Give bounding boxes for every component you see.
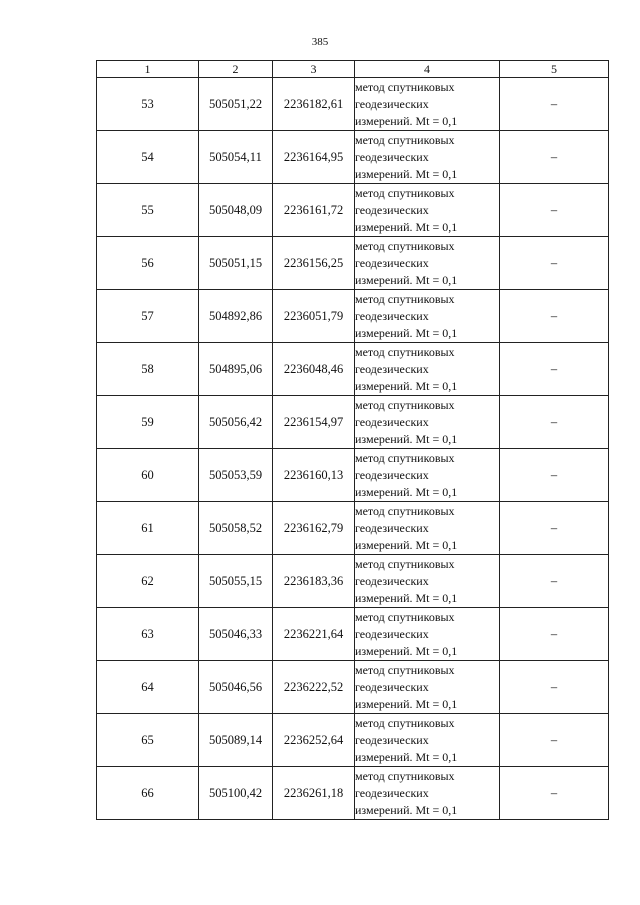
x-coordinate-cell: 505054,11 (199, 131, 273, 184)
point-number-cell: 61 (97, 502, 199, 555)
method-line-1: метод спутниковых (355, 662, 455, 677)
method-line-2: геодезических (355, 679, 429, 694)
table-row (97, 502, 609, 555)
method-line-2: геодезических (355, 785, 429, 800)
column-header-4: 4 (355, 61, 500, 78)
y-coordinate-cell: 2236221,64 (273, 608, 355, 661)
method-cell (355, 237, 500, 290)
method-line-1: метод спутниковых (355, 132, 455, 147)
table-row (97, 131, 609, 184)
method-line-3: измерений. Mt = 0,1 (355, 537, 458, 552)
method-line-1: метод спутниковых (355, 556, 455, 571)
method-line-3: измерений. Mt = 0,1 (355, 219, 458, 234)
x-coordinate-cell: 505055,15 (199, 555, 273, 608)
table-row (97, 608, 609, 661)
point-number-cell: 62 (97, 555, 199, 608)
page-number: 385 (311, 36, 329, 48)
x-coordinate-cell: 505046,33 (199, 608, 273, 661)
method-cell (355, 78, 500, 131)
y-coordinate-cell: 2236261,18 (273, 767, 355, 820)
method-cell (355, 449, 500, 502)
method-line-2: геодезических (355, 732, 429, 747)
column-5-cell: – (500, 237, 609, 290)
y-coordinate-cell: 2236051,79 (273, 290, 355, 343)
method-line-2: геодезических (355, 573, 429, 588)
method-line-2: геодезических (355, 520, 429, 535)
point-number-cell: 54 (97, 131, 199, 184)
point-number-cell: 66 (97, 767, 199, 820)
method-line-2: геодезических (355, 149, 429, 164)
y-coordinate-cell: 2236222,52 (273, 661, 355, 714)
method-line-2: геодезических (355, 626, 429, 641)
method-cell (355, 502, 500, 555)
column-5-cell: – (500, 555, 609, 608)
method-cell (355, 396, 500, 449)
method-line-3: измерений. Mt = 0,1 (355, 590, 458, 605)
method-line-3: измерений. Mt = 0,1 (355, 166, 458, 181)
column-5-cell: – (500, 396, 609, 449)
column-5-cell: – (500, 290, 609, 343)
point-number-cell: 65 (97, 714, 199, 767)
method-line-2: геодезических (355, 361, 429, 376)
column-5-cell: – (500, 608, 609, 661)
y-coordinate-cell: 2236154,97 (273, 396, 355, 449)
table-row (97, 396, 609, 449)
y-coordinate-cell: 2236162,79 (273, 502, 355, 555)
method-line-2: геодезических (355, 96, 429, 111)
method-line-3: измерений. Mt = 0,1 (355, 643, 458, 658)
method-cell (355, 343, 500, 396)
x-coordinate-cell: 505058,52 (199, 502, 273, 555)
x-coordinate-cell: 505056,42 (199, 396, 273, 449)
method-line-3: измерений. Mt = 0,1 (355, 484, 458, 499)
column-5-cell: – (500, 449, 609, 502)
table-row (97, 555, 609, 608)
y-coordinate-cell: 2236161,72 (273, 184, 355, 237)
method-cell (355, 290, 500, 343)
method-line-1: метод спутниковых (355, 503, 455, 518)
method-line-1: метод спутниковых (355, 450, 455, 465)
table-row (97, 290, 609, 343)
point-number-cell: 55 (97, 184, 199, 237)
point-number-cell: 60 (97, 449, 199, 502)
point-number-cell: 64 (97, 661, 199, 714)
x-coordinate-cell: 504895,06 (199, 343, 273, 396)
column-5-cell: – (500, 343, 609, 396)
table-row (97, 661, 609, 714)
x-coordinate-cell: 505100,42 (199, 767, 273, 820)
method-cell (355, 608, 500, 661)
x-coordinate-cell: 505051,15 (199, 237, 273, 290)
y-coordinate-cell: 2236252,64 (273, 714, 355, 767)
method-cell (355, 555, 500, 608)
y-coordinate-cell: 2236182,61 (273, 78, 355, 131)
y-coordinate-cell: 2236048,46 (273, 343, 355, 396)
method-line-1: метод спутниковых (355, 185, 455, 200)
column-header-1: 1 (97, 61, 199, 78)
table-row (97, 78, 609, 131)
method-line-3: измерений. Mt = 0,1 (355, 272, 458, 287)
x-coordinate-cell: 504892,86 (199, 290, 273, 343)
table-row (97, 343, 609, 396)
point-number-cell: 56 (97, 237, 199, 290)
method-line-3: измерений. Mt = 0,1 (355, 113, 458, 128)
y-coordinate-cell: 2236183,36 (273, 555, 355, 608)
method-line-3: измерений. Mt = 0,1 (355, 696, 458, 711)
method-line-1: метод спутниковых (355, 344, 455, 359)
method-cell (355, 131, 500, 184)
x-coordinate-cell: 505053,59 (199, 449, 273, 502)
point-number-cell: 59 (97, 396, 199, 449)
point-number-cell: 63 (97, 608, 199, 661)
method-line-1: метод спутниковых (355, 397, 455, 412)
method-line-2: геодезических (355, 414, 429, 429)
method-line-2: геодезических (355, 308, 429, 323)
column-header-3: 3 (273, 61, 355, 78)
column-5-cell: – (500, 661, 609, 714)
table-row (97, 449, 609, 502)
column-5-cell: – (500, 714, 609, 767)
method-line-3: измерений. Mt = 0,1 (355, 749, 458, 764)
y-coordinate-cell: 2236164,95 (273, 131, 355, 184)
table-row (97, 767, 609, 820)
method-line-1: метод спутниковых (355, 79, 455, 94)
table-header (97, 61, 609, 78)
y-coordinate-cell: 2236160,13 (273, 449, 355, 502)
point-number-cell: 57 (97, 290, 199, 343)
column-5-cell: – (500, 184, 609, 237)
method-cell (355, 714, 500, 767)
y-coordinate-cell: 2236156,25 (273, 237, 355, 290)
x-coordinate-cell: 505048,09 (199, 184, 273, 237)
column-header-2: 2 (199, 61, 273, 78)
method-line-2: геодезических (355, 255, 429, 270)
method-line-3: измерений. Mt = 0,1 (355, 802, 458, 817)
method-line-1: метод спутниковых (355, 238, 455, 253)
method-line-3: измерений. Mt = 0,1 (355, 431, 458, 446)
method-cell (355, 767, 500, 820)
method-line-1: метод спутниковых (355, 291, 455, 306)
method-cell (355, 661, 500, 714)
header-row (97, 61, 609, 78)
method-line-2: геодезических (355, 202, 429, 217)
column-5-cell: – (500, 502, 609, 555)
column-5-cell: – (500, 78, 609, 131)
table-row (97, 184, 609, 237)
point-number-cell: 53 (97, 78, 199, 131)
method-line-3: измерений. Mt = 0,1 (355, 325, 458, 340)
table-body (97, 78, 609, 820)
x-coordinate-cell: 505089,14 (199, 714, 273, 767)
column-5-cell: – (500, 131, 609, 184)
method-line-1: метод спутниковых (355, 768, 455, 783)
method-line-1: метод спутниковых (355, 609, 455, 624)
x-coordinate-cell: 505051,22 (199, 78, 273, 131)
table-row (97, 714, 609, 767)
column-5-cell: – (500, 767, 609, 820)
method-line-1: метод спутниковых (355, 715, 455, 730)
method-line-2: геодезических (355, 467, 429, 482)
table-row (97, 237, 609, 290)
point-number-cell: 58 (97, 343, 199, 396)
column-header-5: 5 (500, 61, 609, 78)
coordinates-table (96, 60, 609, 820)
method-line-3: измерений. Mt = 0,1 (355, 378, 458, 393)
x-coordinate-cell: 505046,56 (199, 661, 273, 714)
method-cell (355, 184, 500, 237)
